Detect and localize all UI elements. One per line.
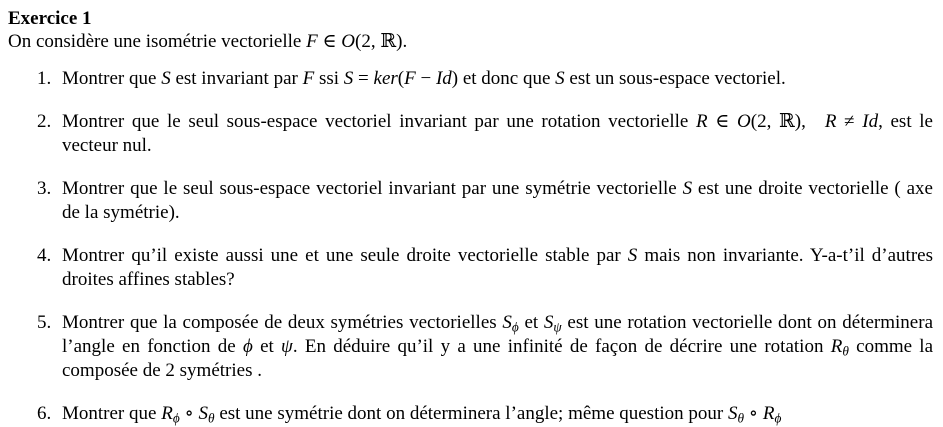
item-number: 4. bbox=[37, 245, 52, 266]
math-variable: Id bbox=[435, 68, 452, 89]
math-variable: ker bbox=[373, 68, 398, 89]
math-variable: F bbox=[302, 68, 315, 89]
exercise-item bbox=[8, 110, 933, 158]
exercise-item bbox=[8, 311, 933, 383]
math-variable: ϕ bbox=[242, 336, 253, 357]
math-subscript: ψ bbox=[553, 319, 562, 335]
math-variable: F bbox=[404, 68, 416, 89]
item-text: Montrer que le seul sous-espace vectoriel invariant par une symétrie vectorielle S est une droite vectorielle ( axe de la symétrie). bbox=[62, 178, 933, 223]
exercise-item bbox=[8, 67, 933, 91]
item-number: 3. bbox=[37, 178, 52, 199]
math-variable: Id bbox=[862, 111, 879, 132]
math-variable: ψ bbox=[281, 336, 293, 357]
math-variable: S bbox=[198, 403, 209, 424]
item-text: Montrer qu’il existe aussi une et une seule droite vectorielle stable par S mais non invariante. Y-a-t’il d’autres droites affines stables? bbox=[62, 245, 933, 290]
math-subscript: θ bbox=[737, 410, 745, 426]
exercise-item bbox=[8, 244, 933, 292]
exercise-list bbox=[8, 67, 933, 426]
math-variable: R bbox=[161, 403, 173, 424]
math-variable: R bbox=[830, 336, 843, 357]
math-variable: S bbox=[502, 312, 512, 333]
math-variable: S bbox=[343, 68, 354, 89]
math-variable: R bbox=[696, 111, 708, 132]
math-subscript: ϕ bbox=[172, 410, 180, 426]
exercise-intro: On considère une isométrie vectorielle F ∈ O(2, ℝ). bbox=[8, 31, 408, 52]
item-number: 2. bbox=[37, 111, 52, 132]
item-number: 1. bbox=[37, 68, 52, 89]
item-text: Montrer que S est invariant par F ssi S = ker(F − Id) et donc que S est un sous-espace vectoriel. bbox=[62, 68, 786, 89]
math-subscript: ϕ bbox=[774, 410, 782, 426]
exercise-item bbox=[8, 177, 933, 225]
exercise-item bbox=[8, 402, 933, 426]
math-subscript: ϕ bbox=[511, 319, 519, 335]
math-variable: S bbox=[727, 403, 738, 424]
math-subscript: θ bbox=[842, 343, 849, 359]
math-variable: O bbox=[737, 111, 751, 132]
math-variable: S bbox=[555, 68, 565, 89]
item-text: Montrer que Rϕ ∘ Sθ est une symétrie dont on déterminera l’angle; même question pour Sθ ∘ Rϕ bbox=[62, 403, 782, 426]
math-variable: R bbox=[762, 403, 775, 424]
item-number: 6. bbox=[37, 403, 52, 424]
math-variable: S bbox=[543, 312, 554, 333]
item-number: 5. bbox=[37, 312, 52, 333]
item-text: Montrer que le seul sous-espace vectoriel invariant par une rotation vectorielle R ∈ O(2, ℝ), R ≠ Id, est le vecteur nul. bbox=[62, 111, 933, 156]
math-variable: S bbox=[627, 245, 638, 266]
math-variable: F bbox=[306, 31, 318, 52]
math-variable: R bbox=[824, 111, 837, 132]
exercise-title: Exercice 1 bbox=[8, 8, 92, 29]
math-variable: S bbox=[161, 68, 171, 89]
math-subscript: θ bbox=[208, 410, 215, 426]
item-text: Montrer que la composée de deux symétries vectorielles Sϕ et Sψ est une rotation vectorielle dont on déterminera l’angle en fonction de ϕ et ψ. En déduire qu’il y a une infinité de façon de décrire une rotation Rθ comme la composée de 2 symétries . bbox=[62, 312, 934, 381]
math-variable: S bbox=[682, 178, 693, 199]
math-variable: O bbox=[341, 31, 356, 52]
